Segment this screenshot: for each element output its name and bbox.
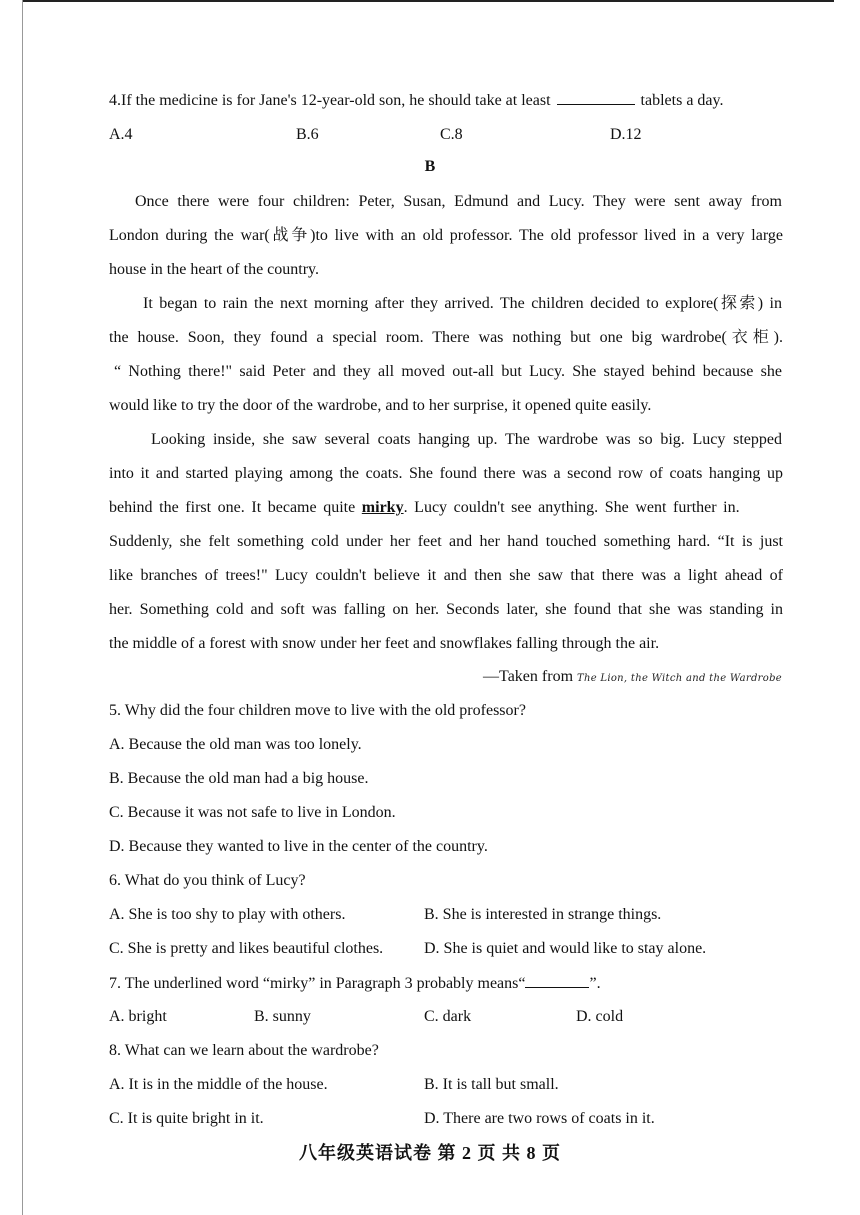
q4-stem bbox=[109, 90, 783, 111]
q7-stem bbox=[109, 973, 601, 994]
q4-option-d: D.12 bbox=[610, 126, 642, 143]
q5-option-a: A. Because the old man was too lonely. bbox=[109, 736, 362, 753]
p1-line-2: London during the war(战争)to live with an old professor. The old professor lived in a very large bbox=[109, 227, 783, 244]
q7-option-a: A. bright bbox=[109, 1008, 167, 1025]
q4-option-a: A.4 bbox=[109, 126, 133, 143]
p2-line-2: the house. Soon, they found a special room. There was nothing but one big wardrobe(衣柜). bbox=[109, 329, 783, 346]
q4-stem-before: 4.If the medicine is for Jane's 12-year-old son, he should take at least bbox=[109, 92, 551, 109]
p1-line-1: Once there were four children: Peter, Susan, Edmund and Lucy. They were sent away from bbox=[135, 193, 782, 210]
q4-answer-blank[interactable] bbox=[557, 90, 635, 105]
q8-option-a: A. It is in the middle of the house. bbox=[109, 1076, 328, 1093]
q6-option-d: D. She is quiet and would like to stay alone. bbox=[424, 940, 707, 957]
q7-answer-blank[interactable] bbox=[525, 973, 589, 988]
q4-stem-after: tablets a day. bbox=[640, 92, 724, 109]
q8-option-d: D. There are two rows of coats in it. bbox=[424, 1110, 655, 1127]
q8-stem: 8. What can we learn about the wardrobe? bbox=[109, 1042, 379, 1059]
q8-option-b: B. It is tall but small. bbox=[424, 1076, 559, 1093]
q4-option-c: C.8 bbox=[440, 126, 463, 143]
p2-line-3: “ Nothing there!" said Peter and they all moved out-all but Lucy. She stayed behind because she bbox=[114, 363, 782, 380]
p3-line-5: like branches of trees!" Lucy couldn't believe it and then she saw that there was a light ahead of bbox=[109, 567, 783, 584]
source-book-title: The Lion, the Witch and the Wardrobe bbox=[577, 673, 782, 684]
q6-option-a: A. She is too shy to play with others. bbox=[109, 906, 346, 923]
q7-stem-before: 7. The underlined word “mirky” in Paragraph 3 probably means“ bbox=[109, 975, 526, 992]
q8-option-c: C. It is quite bright in it. bbox=[109, 1110, 264, 1127]
p3-line-3-after: . Lucy couldn't see anything. She went further in. bbox=[403, 499, 740, 516]
q7-stem-after: ”. bbox=[589, 975, 601, 992]
passage-source bbox=[483, 667, 782, 689]
q7-option-b: B. sunny bbox=[254, 1008, 311, 1025]
q4-option-b: B.6 bbox=[296, 126, 319, 143]
source-prefix: —Taken from bbox=[483, 668, 574, 685]
p3-line-3 bbox=[109, 498, 783, 518]
p3-line-1: Looking inside, she saw several coats hanging up. The wardrobe was so big. Lucy stepped bbox=[151, 431, 782, 448]
p2-line-1: It began to rain the next morning after they arrived. The children decided to explore(探索) in bbox=[143, 295, 782, 312]
p3-line-7: the middle of a forest with snow under her feet and snowflakes falling through the air. bbox=[109, 635, 660, 652]
p2-line-4: would like to try the door of the wardrobe, and to her surprise, it opened quite easily. bbox=[109, 397, 652, 414]
q5-stem: 5. Why did the four children move to live with the old professor? bbox=[109, 702, 526, 719]
q7-option-c: C. dark bbox=[424, 1008, 472, 1025]
q6-stem: 6. What do you think of Lucy? bbox=[109, 872, 306, 889]
q6-option-c: C. She is pretty and likes beautiful clothes. bbox=[109, 940, 384, 957]
p3-line-6: her. Something cold and soft was falling on her. Seconds later, she found that she was standing in bbox=[109, 601, 783, 618]
p3-line-3-before: behind the first one. It became quite bbox=[109, 499, 356, 516]
section-b-label: B bbox=[424, 158, 436, 175]
q6-option-b: B. She is interested in strange things. bbox=[424, 906, 662, 923]
page-footer: 八年级英语试卷 第 2 页 共 8 页 bbox=[299, 1143, 561, 1163]
underlined-word-mirky: mirky bbox=[361, 499, 404, 516]
q5-option-d: D. Because they wanted to live in the center of the country. bbox=[109, 838, 488, 855]
q7-option-d: D. cold bbox=[576, 1008, 624, 1025]
p1-line-3: house in the heart of the country. bbox=[109, 261, 320, 278]
p3-line-4: Suddenly, she felt something cold under her feet and her hand touched something hard. “It is just bbox=[109, 533, 783, 550]
p3-line-2: into it and started playing among the coats. She found there was a second row of coats hanging up bbox=[109, 465, 783, 482]
q5-option-c: C. Because it was not safe to live in London. bbox=[109, 804, 396, 821]
q5-option-b: B. Because the old man had a big house. bbox=[109, 770, 369, 787]
